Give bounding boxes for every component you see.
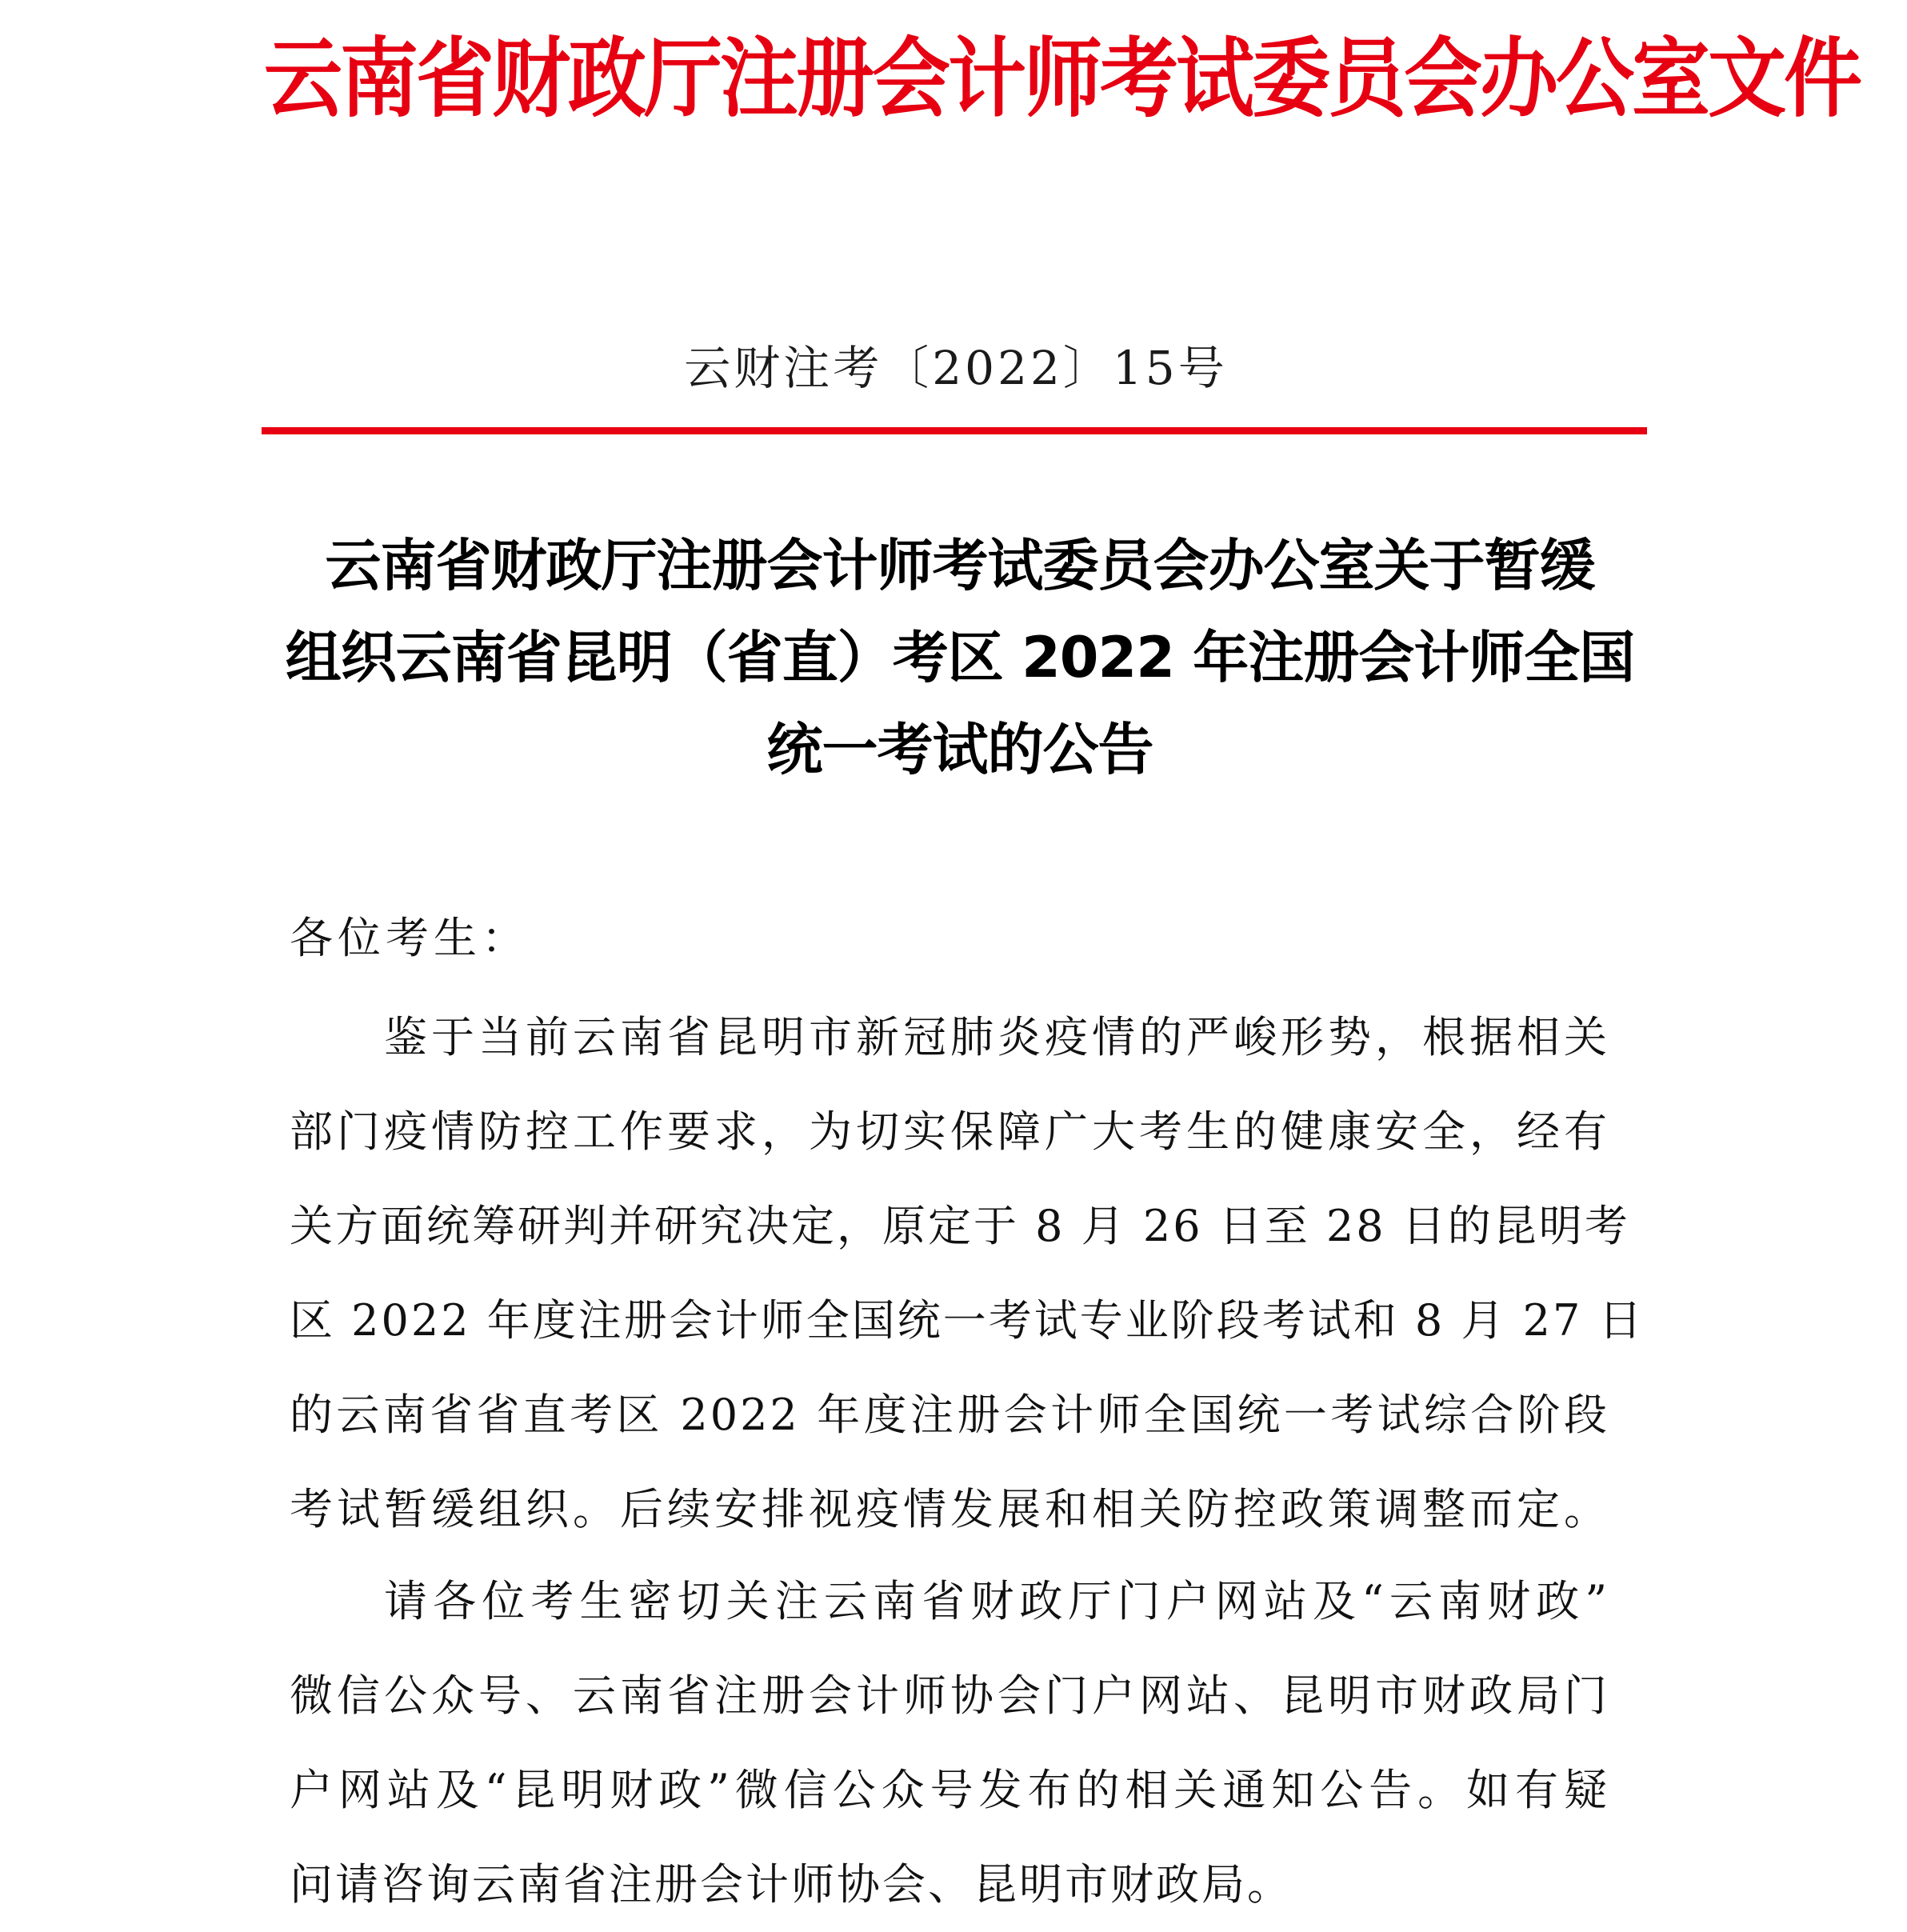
paragraph-line: 的云南省省直考区 2022 年度注册会计师全国统一考试综合阶段 xyxy=(290,1390,1609,1440)
announcement-title xyxy=(280,520,1640,796)
paragraph-line: 请各位考生密切关注云南省财政厅门户网站及“云南财政” xyxy=(384,1576,1609,1626)
body-paragraph-2 xyxy=(290,1554,1609,1932)
title-line: 组织云南省昆明（省直）考区 2022 年注册会计师全国 xyxy=(285,625,1635,690)
paragraph-line: 区 2022 年度注册会计师全国统一考试专业阶段考试和 8 月 27 日 xyxy=(290,1295,1645,1346)
paragraph-line: 鉴于当前云南省昆明市新冠肺炎疫情的严峻形势，根据相关 xyxy=(384,1012,1609,1062)
title-line: 统一考试的公告 xyxy=(766,717,1153,782)
red-separator-rule xyxy=(262,427,1647,434)
paragraph-line: 户网站及“昆明财政”微信公众号发布的相关通知公告。如有疑 xyxy=(290,1765,1609,1815)
body-paragraph-1 xyxy=(290,990,1645,1557)
paragraph-line: 考试暂缓组织。后续安排视疫情发展和相关防控政策调整而定。 xyxy=(290,1484,1609,1534)
paragraph-line: 部门疫情防控工作要求，为切实保障广大考生的健康安全，经有 xyxy=(290,1106,1609,1157)
title-line: 云南省财政厅注册会计师考试委员会办公室关于暂缓 xyxy=(325,533,1595,598)
document-number: 云财注考〔2022〕15号 xyxy=(684,341,1228,395)
paragraph-line: 微信公众号、云南省注册会计师协会门户网站、昆明市财政局门 xyxy=(290,1670,1609,1721)
paragraph-line: 关方面统筹研判并研究决定，原定于 8 月 26 日至 28 日的昆明考 xyxy=(290,1201,1630,1251)
paragraph-line: 问请咨询云南省注册会计师协会、昆明市财政局。 xyxy=(290,1859,1293,1910)
issuer-masthead: 云南省财政厅注册会计师考试委员会办公室文件 xyxy=(264,29,1861,130)
salutation: 各位考生： xyxy=(290,913,530,963)
